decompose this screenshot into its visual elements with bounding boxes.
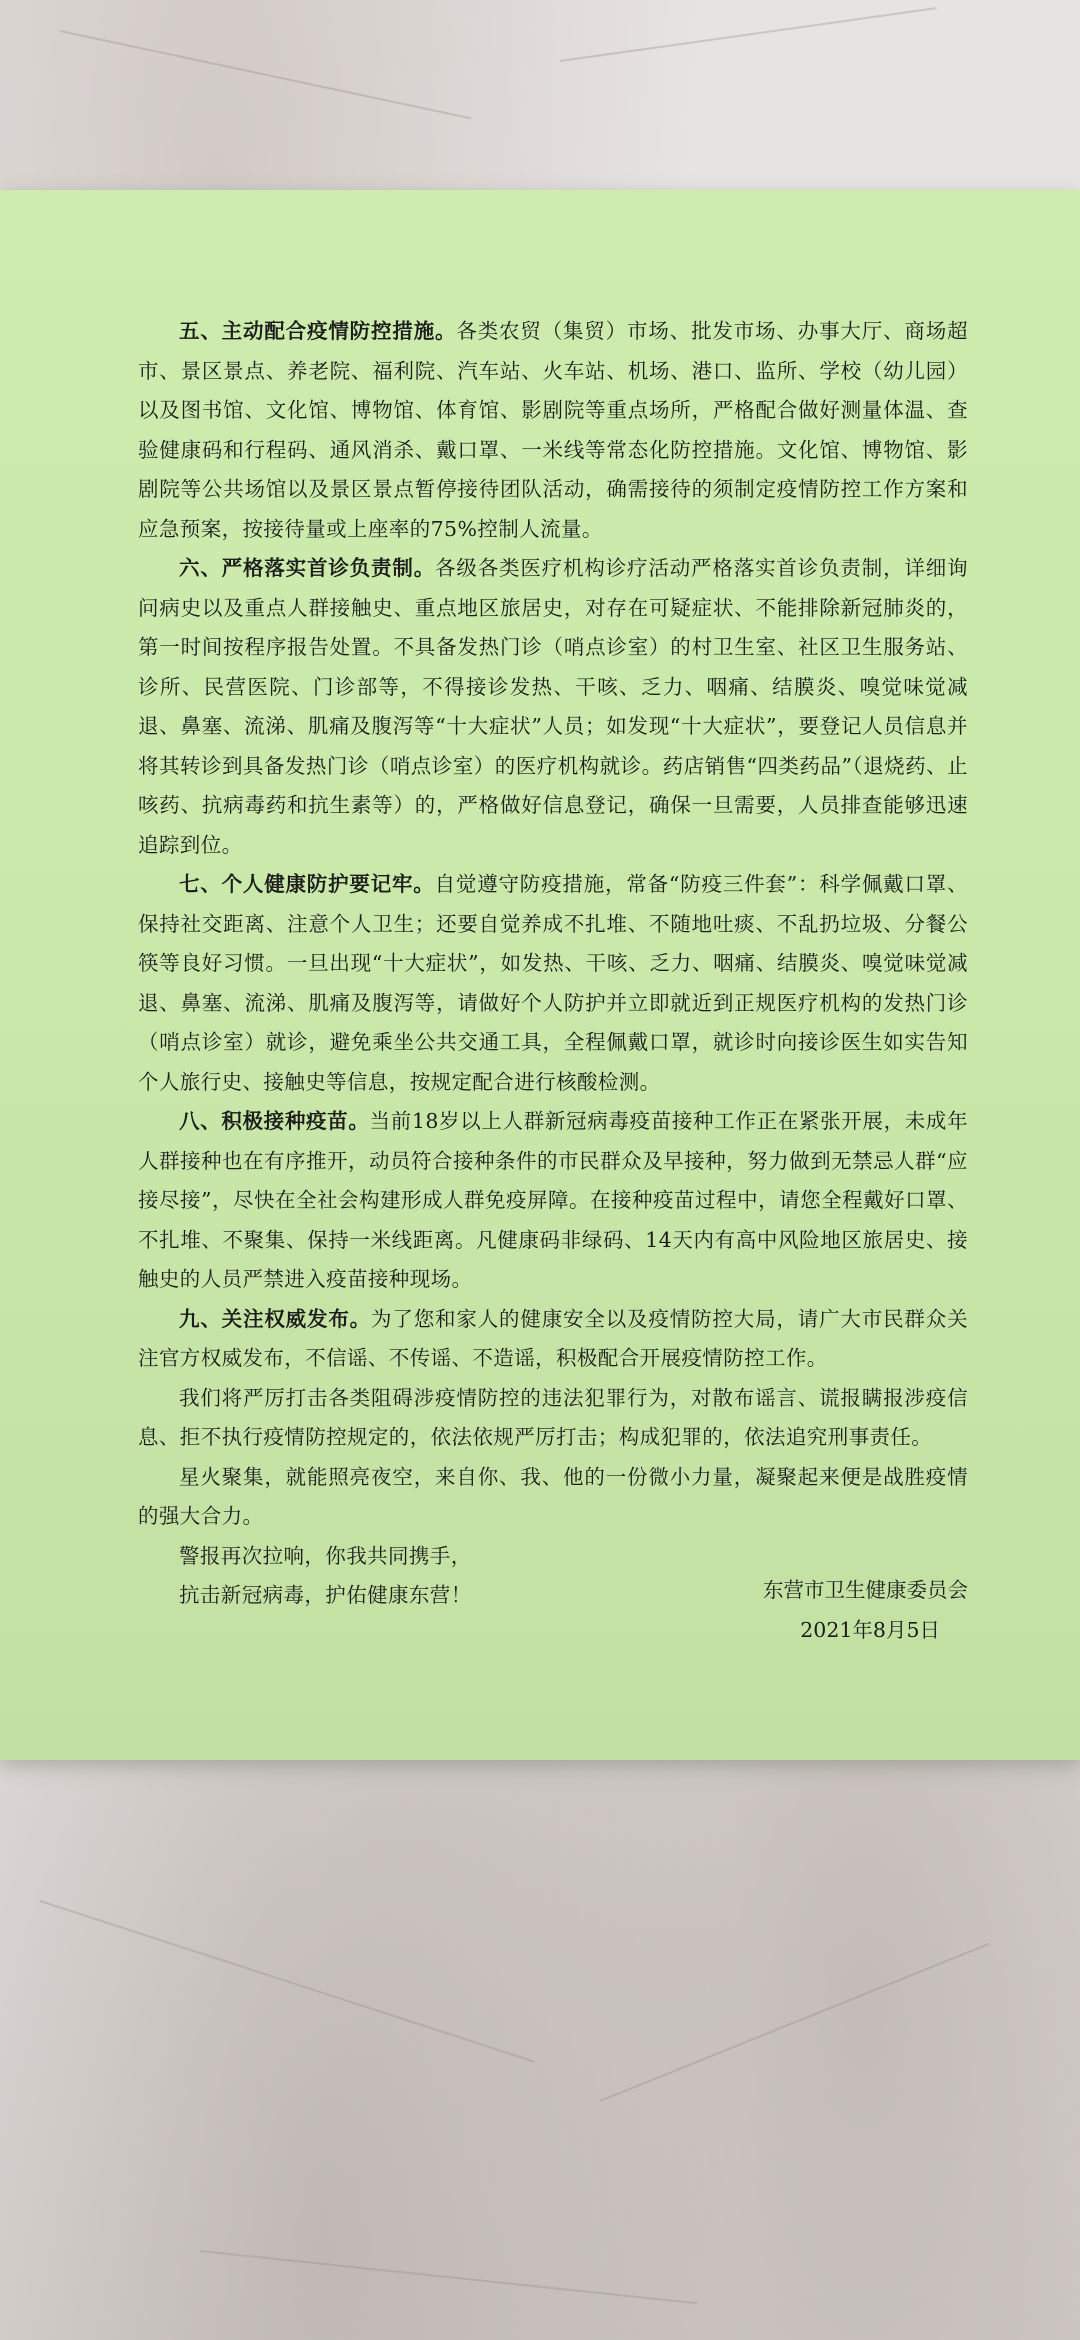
marble-vein bbox=[40, 1900, 535, 2063]
marble-vein bbox=[600, 1943, 990, 2102]
signature-block bbox=[763, 1570, 968, 1650]
notice-paper bbox=[0, 190, 1080, 1760]
marble-vein bbox=[200, 2250, 697, 2304]
section-heading: 九、关注权威发布。 bbox=[179, 1306, 372, 1331]
marble-vein bbox=[60, 30, 471, 119]
signature-date: 2021年8月5日 bbox=[800, 1618, 940, 1642]
section-body: 各类农贸（集贸）市场、批发市场、办事大厅、商场超市、景区景点、养老院、福利院、汽车站、火车站、机场、港口、监所、学校（幼儿园）以及图书馆、文化馆、博物馆、体育馆、影剧院等重点场所，严格配合做好测量体温、查验健康码和行程码、通风消杀、戴口罩、一米线等常态化防控措施。文化馆、博物馆、影剧院等公共场馆以及景区景点暂停接待团队活动，确需接待的须制定疫情防控工作方案和应急预案，按接待量或上座率的75%控制人流量。 bbox=[138, 319, 968, 541]
slogan-line-2: 抗击新冠病毒，护佑健康东营！ bbox=[179, 1583, 472, 1607]
notice-body bbox=[138, 312, 968, 1616]
slogan-line-1: 警报再次拉响，你我共同携手， bbox=[179, 1543, 472, 1568]
paragraph-crackdown: 我们将严厉打击各类阻碍涉疫情防控的违法犯罪行为，对散布谣言、谎报瞒报涉疫信息、拒不执行疫情防控规定的，依法依规严厉打击；构成犯罪的，依法追究刑事责任。 bbox=[138, 1385, 968, 1449]
section-8 bbox=[138, 1102, 968, 1300]
section-7 bbox=[138, 865, 968, 1102]
section-body: 当前18岁以上人群新冠病毒疫苗接种工作正在紧张开展，未成年人群接种也在有序推开，动员符合接种条件的市民群众及早接种，努力做到无禁忌人群“应接尽接”，尽快在全社会构建形成人群免疫屏障。在接种疫苗过程中，请您全程戴好口罩、不扎堆、不聚集、保持一米线距离。凡健康码非绿码、14天内有高中风险地区旅居史、接触史的人员严禁进入疫苗接种现场。 bbox=[138, 1109, 968, 1291]
marble-vein bbox=[560, 7, 937, 62]
section-body: 自觉遵守防疫措施，常备“防疫三件套”：科学佩戴口罩、保持社交距离、注意个人卫生；还要自觉养成不扎堆、不随地吐痰、不乱扔垃圾、分餐公筷等良好习惯。一旦出现“十大症状”，如发热、干咳、乏力、咽痛、结膜炎、嗅觉味觉减退、鼻塞、流涕、肌痛及腹泻等，请做好个人防护并立即就近到正规医疗机构的发热门诊（哨点诊室）就诊，避免乘坐公共交通工具，全程佩戴口罩，就诊时向接诊医生如实告知个人旅行史、接触史等信息，按规定配合进行核酸检测。 bbox=[138, 872, 968, 1094]
paragraph-unity: 星火聚集，就能照亮夜空，来自你、我、他的一份微小力量，凝聚起来便是战胜疫情的强大合力。 bbox=[138, 1464, 968, 1528]
section-heading: 五、主动配合疫情防控措施。 bbox=[179, 319, 457, 343]
section-heading: 七、个人健康防护要记牢。 bbox=[179, 872, 435, 896]
signature-org: 东营市卫生健康委员会 bbox=[763, 1578, 968, 1602]
section-heading: 六、严格落实首诊负责制。 bbox=[179, 556, 436, 580]
section-5 bbox=[138, 312, 968, 549]
section-heading: 八、积极接种疫苗。 bbox=[179, 1109, 370, 1133]
section-6 bbox=[138, 549, 968, 865]
section-body: 为了您和家人的健康安全以及疫情防控大局，请广大市民群众关注官方权威发布，不信谣、不传谣、不造谣，积极配合开展疫情防控工作。 bbox=[138, 1306, 968, 1370]
section-9 bbox=[138, 1300, 968, 1379]
section-body: 各级各类医疗机构诊疗活动严格落实首诊负责制，详细询问病史以及重点人群接触史、重点地区旅居史，对存在可疑症状、不能排除新冠肺炎的，第一时间按程序报告处置。不具备发热门诊（哨点诊室）的村卫生室、社区卫生服务站、诊所、民营医院、门诊部等，不得接诊发热、干咳、乏力、咽痛、结膜炎、嗅觉味觉减退、鼻塞、流涕、肌痛及腹泻等“十大症状”人员；如发现“十大症状”，要登记人员信息并将其转诊到具备发热门诊（哨点诊室）的医疗机构就诊。药店销售“四类药品”（退烧药、止咳药、抗病毒药和抗生素等）的，严格做好信息登记，确保一旦需要，人员排查能够迅速追踪到位。 bbox=[138, 556, 968, 857]
